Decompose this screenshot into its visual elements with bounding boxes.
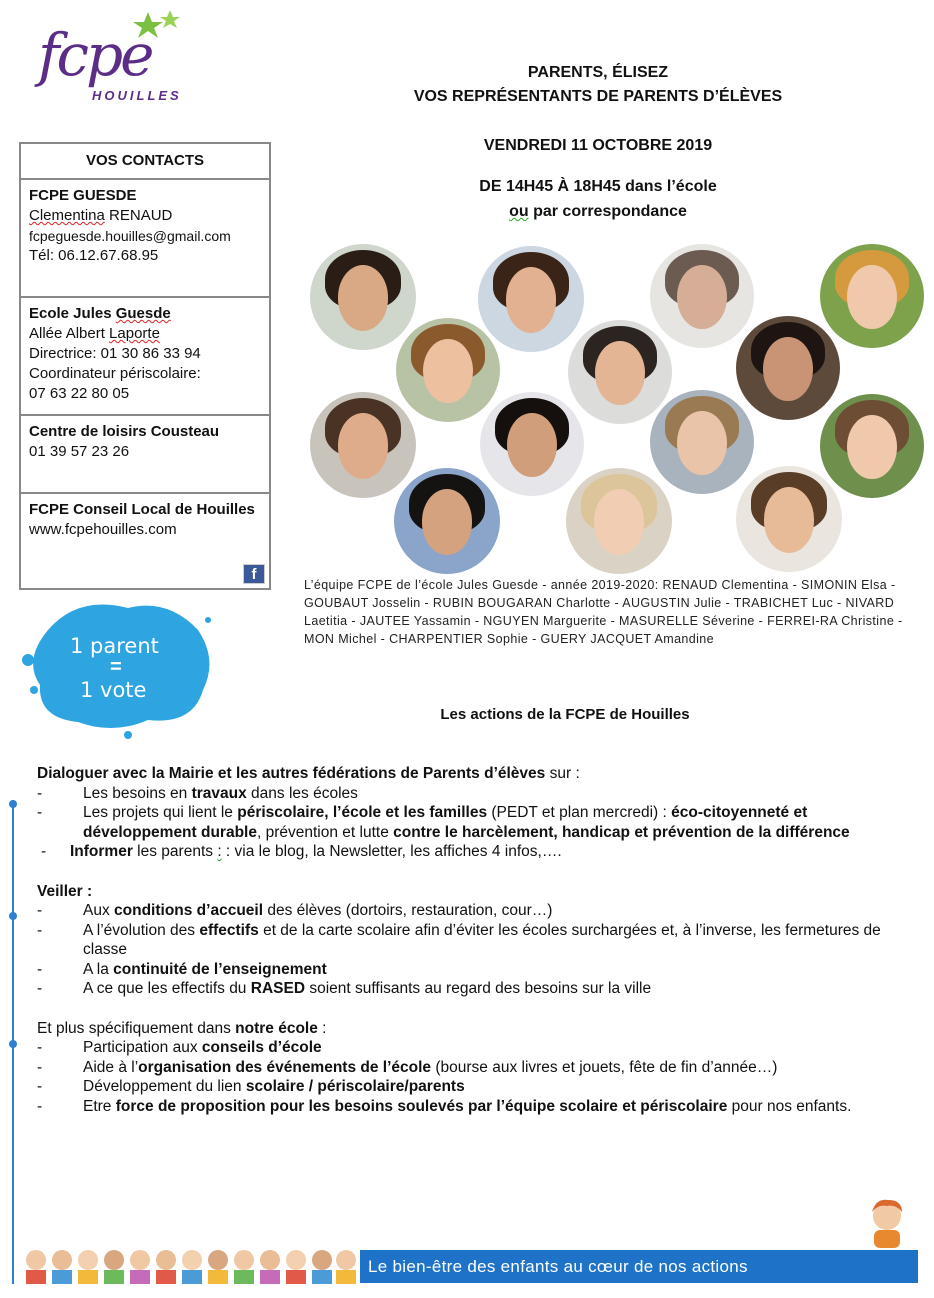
election-date: VENDREDI 11 OCTOBRE 2019: [483, 137, 713, 154]
item-bold: conditions d’accueil: [114, 902, 264, 919]
item-text: (bourse aux livres et jouets, fête de fin d’année…): [431, 1058, 778, 1076]
list-dash: -: [37, 1097, 43, 1115]
list-dash: -: [37, 1078, 43, 1095]
list-dash: -: [37, 804, 43, 821]
list-item: [37, 1097, 907, 1117]
item-text: (PEDT et plan mercredi) :: [487, 804, 672, 821]
contacts-title: VOS CONTACTS: [19, 142, 271, 178]
list-item: [37, 1038, 907, 1058]
item-text: A la: [83, 960, 114, 978]
item-bold: effectifs: [199, 921, 259, 939]
list-item: [37, 901, 907, 921]
timeline-dot: [9, 800, 17, 808]
item-text: Aide à l’: [83, 1058, 139, 1076]
loisirs-phone: 01 39 57 23 26: [29, 443, 130, 460]
item-bold: éco-citoyenneté et développement durable: [83, 804, 808, 841]
ecole-coord-label: Coordinateur périscolaire:: [29, 365, 201, 382]
person-last-name: RENAUD: [104, 207, 173, 224]
fcpe-logo: [30, 8, 220, 108]
team-photo: [566, 468, 672, 574]
contact-conseil-local: [19, 492, 271, 590]
list-dash: -: [37, 902, 43, 919]
item-text: et de la carte scolaire afin d’éviter les écoles surchargées et, à l’inverse, les fermetures de classe: [83, 921, 881, 958]
item-text: dans les écoles: [246, 784, 358, 802]
item-bold: travaux: [191, 784, 247, 802]
dialoguer-intro-bold: Dialoguer avec la Mairie et les autres fédérations de Parents d’élèves: [37, 765, 546, 782]
contact-loisirs: [19, 414, 271, 492]
item-text: Etre: [83, 1097, 116, 1115]
item-text: , prévention et lutte: [256, 823, 394, 841]
item-text: Participation aux: [83, 1039, 202, 1056]
list-item: [37, 803, 907, 842]
list-item: [37, 921, 907, 960]
footer-banner: Le bien-être des enfants au cœur de nos actions: [360, 1250, 918, 1283]
section-dialoguer: [37, 764, 907, 862]
item-text: soient suffisants au regard des besoins sur la ville: [305, 980, 652, 997]
contacts-box: [19, 142, 271, 590]
conseil-website[interactable]: www.fcpehouilles.com: [29, 521, 177, 538]
list-dash: -: [37, 921, 43, 939]
contact-fcpe-guesde: [19, 178, 271, 296]
list-dash: -: [37, 1039, 43, 1056]
item-bold: continuité de l’enseignement: [113, 960, 327, 978]
list-item: [37, 960, 907, 980]
child-illustration-icon: [862, 1196, 912, 1250]
children-row-illustration-icon: [22, 1246, 358, 1284]
splash-line2: =: [110, 656, 122, 678]
item-bold: force de proposition pour les besoins soulevés par l’équipe scolaire et périscolaire: [115, 1097, 728, 1115]
item-text: Les projets qui lient le: [83, 804, 238, 821]
contact-guesde-person: [29, 206, 261, 226]
item-bold: périscolaire, l’école et les familles: [237, 804, 488, 821]
list-item: [37, 1077, 907, 1097]
ecole-directrice: Directrice: 01 30 86 33 94: [29, 345, 201, 362]
item-bold: conseils d’école: [201, 1039, 322, 1056]
facebook-icon[interactable]: f: [243, 564, 265, 584]
item-text: A l’évolution des: [83, 921, 200, 939]
splash-line3: 1 vote: [80, 678, 147, 702]
list-dash: -: [37, 980, 43, 997]
item-bold: Informer: [70, 843, 133, 860]
ecole-name-guesde: Guesde: [115, 305, 171, 322]
item-colon: :: [217, 843, 222, 860]
item-text: :: [317, 1019, 327, 1037]
ecole-address-street: Laporte: [109, 325, 160, 342]
item-text: Et plus spécifiquement dans: [37, 1019, 236, 1037]
item-bold: notre école: [235, 1019, 318, 1037]
list-item: [37, 979, 907, 999]
team-caption: L’équipe FCPE de l’école Jules Guesde - année 2019-2020: RENAUD Clementina - SIMONIN Elsa - GOUBAUT Josselin - RUBIN BOUGARAN Charlotte - AUGUSTIN Julie - TRABICHET Luc - NIVARD Laetitia - JAUTEE Yassamin - NGUYEN Marguerite - MASURELLE Séverine - FERREI-RA Christine - MON Michel - CHARPENTIER Sophie - GUERY JACQUET Amandine: [304, 578, 903, 646]
correspondance-text: par correspondance: [528, 203, 687, 220]
election-time: DE 14H45 À 18H45 dans l’école: [479, 178, 717, 195]
election-mode: [278, 203, 918, 221]
ecole-address: [29, 324, 261, 344]
team-photo: [736, 466, 842, 572]
actions-body: [37, 764, 907, 1116]
contact-guesde-tel: Tél: 06.12.67.68.95: [29, 247, 159, 264]
logo-text: fcpe: [38, 21, 152, 89]
item-text: Les besoins en: [83, 784, 192, 802]
or-word: ou: [509, 203, 529, 220]
ecole-coord-phone: 07 63 22 80 05: [29, 385, 130, 402]
timeline-dot: [9, 912, 17, 920]
team-photo: [394, 468, 500, 574]
item-text: Aux: [83, 902, 115, 919]
item-text: Développement du lien: [83, 1078, 246, 1095]
loisirs-name: Centre de loisirs Cousteau: [29, 423, 220, 440]
dialoguer-intro-rest: sur :: [545, 765, 580, 782]
item-bold: scolaire / périscolaire/parents: [245, 1078, 465, 1095]
section-ecole: [37, 1019, 907, 1117]
ecole-name: [29, 304, 261, 324]
section-veiller: [37, 882, 907, 999]
ecole-name-prefix: Ecole Jules: [29, 305, 116, 322]
contact-guesde-name: FCPE GUESDE: [29, 187, 137, 204]
person-first-name: Clementina: [29, 207, 105, 224]
list-dash: -: [37, 960, 43, 978]
headline-2: VOS REPRÉSENTANTS DE PARENTS D’ÉLÈVES: [413, 88, 783, 105]
ecole-intro: [37, 1019, 907, 1039]
contact-ecole: [19, 296, 271, 414]
conseil-name: FCPE Conseil Local de Houilles: [29, 501, 255, 518]
logo-city: HOUILLES: [92, 88, 182, 103]
list-dash: -: [37, 1058, 43, 1076]
list-item: [37, 784, 907, 804]
item-text: des élèves (dortoirs, restauration, cour…): [263, 902, 553, 919]
list-item: [37, 1058, 907, 1078]
veiller-intro: Veiller :: [37, 882, 93, 900]
item-text: les parents: [132, 843, 218, 860]
contact-guesde-email[interactable]: fcpeguesde.houilles@gmail.com: [29, 228, 231, 244]
list-dash: -: [41, 843, 47, 860]
ecole-address-prefix: Allée Albert: [29, 325, 110, 342]
item-bold: contre le harcèlement, handicap et prévention de la différence: [393, 823, 850, 841]
item-text: A ce que les effectifs du: [83, 980, 251, 997]
item-bold: organisation des événements de l’école: [138, 1058, 432, 1076]
one-parent-one-vote-splash: [18, 590, 218, 740]
list-dash: -: [37, 784, 43, 802]
list-item-informer: [35, 842, 907, 862]
dialoguer-intro: [37, 764, 907, 784]
item-text: pour nos enfants.: [727, 1097, 852, 1115]
item-bold: RASED: [250, 980, 306, 997]
item-text: : via le blog, la Newsletter, les affiches 4 infos,….: [221, 843, 562, 860]
splash-line1: 1 parent: [70, 634, 159, 658]
timeline-dot: [9, 1040, 17, 1048]
headline-1: PARENTS, ÉLISEZ: [527, 64, 669, 81]
actions-title: Les actions de la FCPE de Houilles: [440, 706, 690, 723]
